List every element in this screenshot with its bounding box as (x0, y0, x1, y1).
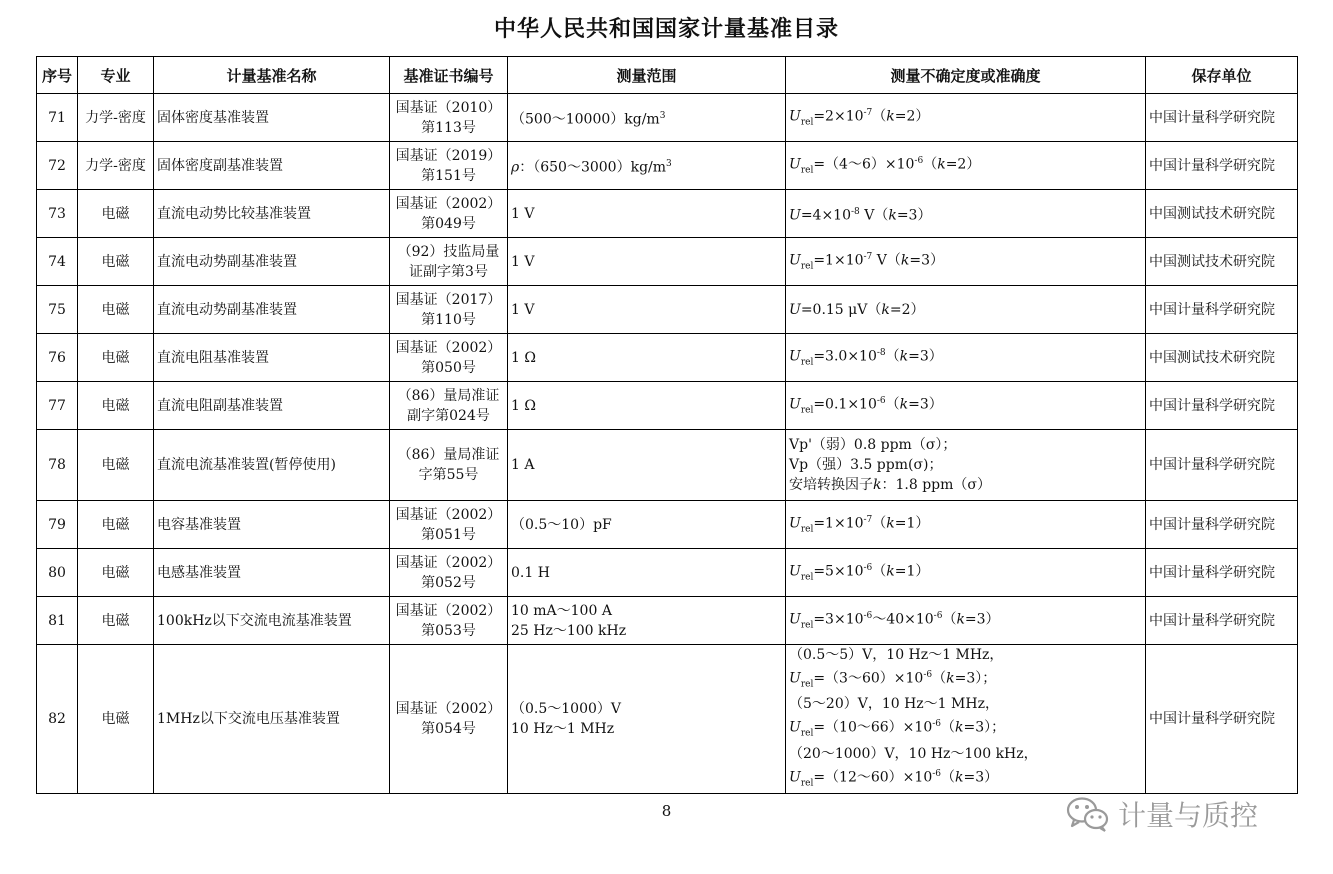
cell-no: 73 (37, 190, 78, 238)
table-row (37, 142, 1298, 190)
cell-field: 电磁 (78, 382, 154, 430)
cell-cert: 国基证（2019） 第151号 (390, 142, 508, 190)
cell-uncertainty: （0.5～5）V，10 Hz～1 MHz， $U_{rel}=(3\sim 60)\times 10^{-6}(k=3)$； （5～20）V，10 Hz～1 MHz， $U_{rel}=(10\sim 66)\times 10^{-6}(k=3)$； （20～1000）V，10 Hz～100 kHz， $U_{rel}=(12\sim 60)\times 10^{-6}(k=3)$ (786, 645, 1146, 794)
cell-no: 77 (37, 382, 78, 430)
cell-uncertainty: U=0.15 μV（k=2） (786, 286, 1146, 334)
cell-no: 76 (37, 334, 78, 382)
cell-unit: 中国计量科学研究院 (1146, 94, 1298, 142)
table-row (37, 286, 1298, 334)
cell-range: $(500\sim 10000)kg/m^3$ (508, 94, 786, 142)
cell-field: 电磁 (78, 286, 154, 334)
cell-uncertainty: $U_{rel}=3.0\times 10^{-8}(k=3)$ (786, 334, 1146, 382)
wechat-icon (1066, 795, 1110, 833)
cell-no: 82 (37, 645, 78, 794)
watermark-text: 计量与质控 (1118, 799, 1259, 832)
cell-cert: 国基证（2002） 第049号 (390, 190, 508, 238)
cell-field: 力学-密度 (78, 142, 154, 190)
cell-unit: 中国计量科学研究院 (1146, 597, 1298, 645)
cell-name: 直流电动势比较基准装置 (154, 190, 390, 238)
cell-name: 100kHz以下交流电流基准装置 (154, 597, 390, 645)
cell-uncertainty: $U_{rel}=2\times 10^{-7}(k=2)$ (786, 94, 1146, 142)
cell-cert: 国基证（2002） 第054号 (390, 645, 508, 794)
cell-field: 电磁 (78, 334, 154, 382)
cell-field: 力学-密度 (78, 94, 154, 142)
cell-no: 80 (37, 549, 78, 597)
cell-no: 78 (37, 430, 78, 501)
standards-table (36, 56, 1298, 794)
cell-range: ρ：$(650\sim 3000)kg/m^3$ (508, 142, 786, 190)
cell-cert: （86）量局准证 副字第024号 (390, 382, 508, 430)
header-field: 专业 (78, 57, 154, 94)
cell-no: 72 (37, 142, 78, 190)
cell-name: 电感基准装置 (154, 549, 390, 597)
cell-name: 电容基准装置 (154, 501, 390, 549)
cell-unit: 中国计量科学研究院 (1146, 549, 1298, 597)
cell-unit: 中国测试技术研究院 (1146, 238, 1298, 286)
cell-uncertainty: $U_{rel}=3\times 10^{-6}\sim 40\times 10^{-6}(k=3)$ (786, 597, 1146, 645)
cell-field: 电磁 (78, 501, 154, 549)
cell-range: 1 V (508, 190, 786, 238)
table-header-row (37, 57, 1298, 94)
cell-field: 电磁 (78, 597, 154, 645)
cell-cert: （92）技监局量 证副字第3号 (390, 238, 508, 286)
cell-uncertainty: Vp'（弱）0.8 ppm（σ）； Vp（强）3.5 ppm(σ)； 安培转换因子k：1.8 ppm（σ） (786, 430, 1146, 501)
table-row (37, 94, 1298, 142)
cell-range: 1 A (508, 430, 786, 501)
cell-range: （0.5～10）pF (508, 501, 786, 549)
cell-cert: 国基证（2002） 第050号 (390, 334, 508, 382)
cell-cert: （86）量局准证 字第55号 (390, 430, 508, 501)
cell-unit: 中国计量科学研究院 (1146, 142, 1298, 190)
cell-range: 1 Ω (508, 334, 786, 382)
cell-name: 固体密度副基准装置 (154, 142, 390, 190)
cell-name: 1MHz以下交流电压基准装置 (154, 645, 390, 794)
cell-no: 74 (37, 238, 78, 286)
header-unit: 保存单位 (1146, 57, 1298, 94)
table-row (37, 549, 1298, 597)
cell-field: 电磁 (78, 430, 154, 501)
cell-range: 1 Ω (508, 382, 786, 430)
table-row (37, 334, 1298, 382)
header-cert: 基准证书编号 (390, 57, 508, 94)
header-name: 计量基准名称 (154, 57, 390, 94)
cell-cert: 国基证（2002） 第053号 (390, 597, 508, 645)
cell-no: 79 (37, 501, 78, 549)
table-row (37, 597, 1298, 645)
cell-uncertainty: $U_{rel}=(4\sim 6)\times 10^{-6}(k=2)$ (786, 142, 1146, 190)
cell-unit: 中国计量科学研究院 (1146, 430, 1298, 501)
cell-unit: 中国计量科学研究院 (1146, 501, 1298, 549)
header-uncertainty: 测量不确定度或准确度 (786, 57, 1146, 94)
header-range: 测量范围 (508, 57, 786, 94)
cell-field: 电磁 (78, 645, 154, 794)
cell-range: 0.1 H (508, 549, 786, 597)
cell-uncertainty: $U_{rel}=1\times 10^{-7}(k=1)$ (786, 501, 1146, 549)
cell-field: 电磁 (78, 190, 154, 238)
cell-name: 固体密度基准装置 (154, 94, 390, 142)
cell-range: （0.5～1000）V 10 Hz～1 MHz (508, 645, 786, 794)
cell-unit: 中国计量科学研究院 (1146, 645, 1298, 794)
header-no: 序号 (37, 57, 78, 94)
table-row (37, 382, 1298, 430)
cell-uncertainty: $U_{rel}=5\times 10^{-6}(k=1)$ (786, 549, 1146, 597)
cell-range: 10 mA～100 A 25 Hz～100 kHz (508, 597, 786, 645)
watermark (1066, 794, 1258, 834)
cell-name: 直流电动势副基准装置 (154, 286, 390, 334)
cell-field: 电磁 (78, 549, 154, 597)
cell-range: 1 V (508, 286, 786, 334)
cell-unit: 中国测试技术研究院 (1146, 334, 1298, 382)
cell-uncertainty: $U_{rel}=1\times 10^{-7}$ V（k=3） (786, 238, 1146, 286)
table-row (37, 238, 1298, 286)
cell-unit: 中国计量科学研究院 (1146, 382, 1298, 430)
cell-cert: 国基证（2010） 第113号 (390, 94, 508, 142)
cell-cert: 国基证（2002） 第052号 (390, 549, 508, 597)
cell-name: 直流电阻基准装置 (154, 334, 390, 382)
cell-uncertainty: $U_{rel}=0.1\times 10^{-6}(k=3)$ (786, 382, 1146, 430)
table-row (37, 645, 1298, 794)
cell-field: 电磁 (78, 238, 154, 286)
cell-no: 71 (37, 94, 78, 142)
cell-range: 1 V (508, 238, 786, 286)
page-title: 中华人民共和国国家计量基准目录 (493, 17, 839, 42)
cell-cert: 国基证（2002） 第051号 (390, 501, 508, 549)
cell-no: 81 (37, 597, 78, 645)
page-number: 8 (661, 802, 672, 820)
cell-cert: 国基证（2017） 第110号 (390, 286, 508, 334)
table-row (37, 430, 1298, 501)
table-row (37, 190, 1298, 238)
cell-name: 直流电流基准装置(暂停使用) (154, 430, 390, 501)
cell-uncertainty: $U=4\times 10^{-8}$ V（k=3） (786, 190, 1146, 238)
table-row (37, 501, 1298, 549)
cell-name: 直流电阻副基准装置 (154, 382, 390, 430)
cell-unit: 中国测试技术研究院 (1146, 190, 1298, 238)
cell-unit: 中国计量科学研究院 (1146, 286, 1298, 334)
cell-name: 直流电动势副基准装置 (154, 238, 390, 286)
cell-no: 75 (37, 286, 78, 334)
